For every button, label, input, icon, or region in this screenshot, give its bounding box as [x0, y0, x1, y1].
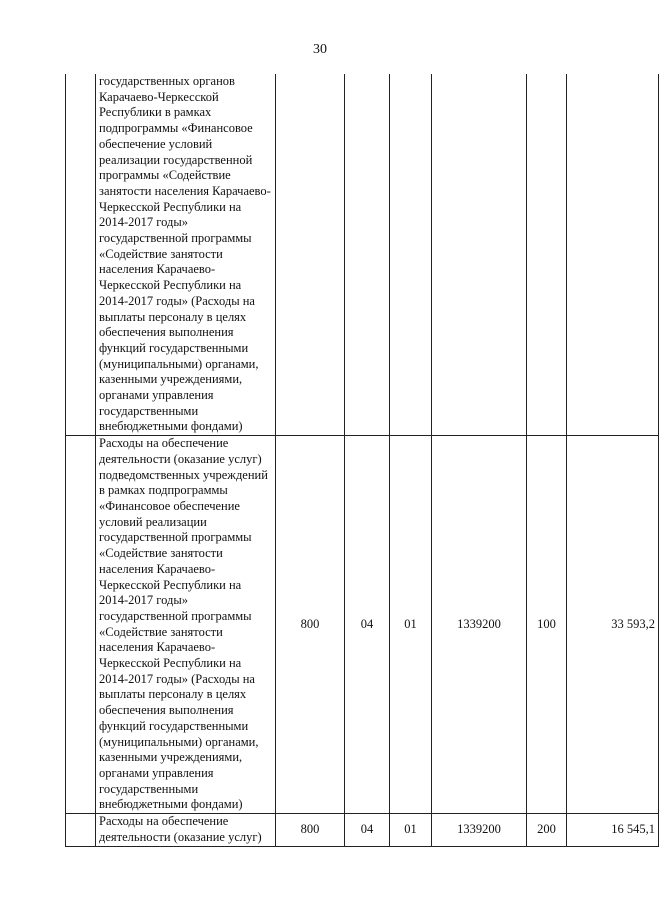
row-number-cell — [66, 436, 96, 814]
expense-type-cell: 100 — [527, 436, 567, 814]
row-number-cell — [66, 814, 96, 847]
row-number-cell — [66, 74, 96, 436]
table-row — [66, 814, 659, 847]
subsection-code-cell: 01 — [390, 814, 432, 847]
target-article-cell: 1339200 — [432, 814, 527, 847]
section-code-cell: 04 — [345, 436, 390, 814]
page-number: 30 — [313, 42, 327, 57]
ministry-code-cell: 800 — [276, 436, 345, 814]
amount-cell: 33 593,2 — [567, 436, 659, 814]
table-row — [66, 436, 659, 814]
expense-name-cell: государственных органов Карачаево-Черкесской Республики в рамках подпрограммы «Финансовое обеспечение условий реализации государственной программы «Содействие занятости населения Карачаево-Черкесской Республики на 2014-2017 годы» государственной программы «Содействие занятости населения Карачаево-Черкесской Республики на 2014-2017 годы» (Расходы на выплаты персоналу в целях обеспечения выполнения функций государственными (муниципальными) органами, казенными учреждениями, органами управления государственными внебюджетными фондами) — [96, 74, 276, 436]
ministry-code-cell — [276, 74, 345, 436]
amount-cell: 16 545,1 — [567, 814, 659, 847]
subsection-code-cell: 01 — [390, 436, 432, 814]
expense-name-cell: Расходы на обеспечение деятельности (оказание услуг) подведомственных учреждений в рамках подпрограммы «Финансовое обеспечение условий реализации государственной программы «Содействие занятости населения Карачаево-Черкесской Республики на 2014-2017 годы» государственной программы «Содействие занятости населения Карачаево-Черкесской Республики на 2014-2017 годы» (Расходы на выплаты персоналу в целях обеспечения выполнения функций государственными (муниципальными) органами, казенными учреждениями, органами управления государственными внебюджетными фондами) — [96, 436, 276, 814]
expense-name-cell: Расходы на обеспечение деятельности (оказание услуг) — [96, 814, 276, 847]
expense-type-cell: 200 — [527, 814, 567, 847]
target-article-cell: 1339200 — [432, 436, 527, 814]
target-article-cell — [432, 74, 527, 436]
ministry-code-cell: 800 — [276, 814, 345, 847]
table-row — [66, 74, 659, 436]
amount-cell — [567, 74, 659, 436]
budget-table — [65, 74, 659, 847]
section-code-cell — [345, 74, 390, 436]
section-code-cell: 04 — [345, 814, 390, 847]
expense-type-cell — [527, 74, 567, 436]
subsection-code-cell — [390, 74, 432, 436]
